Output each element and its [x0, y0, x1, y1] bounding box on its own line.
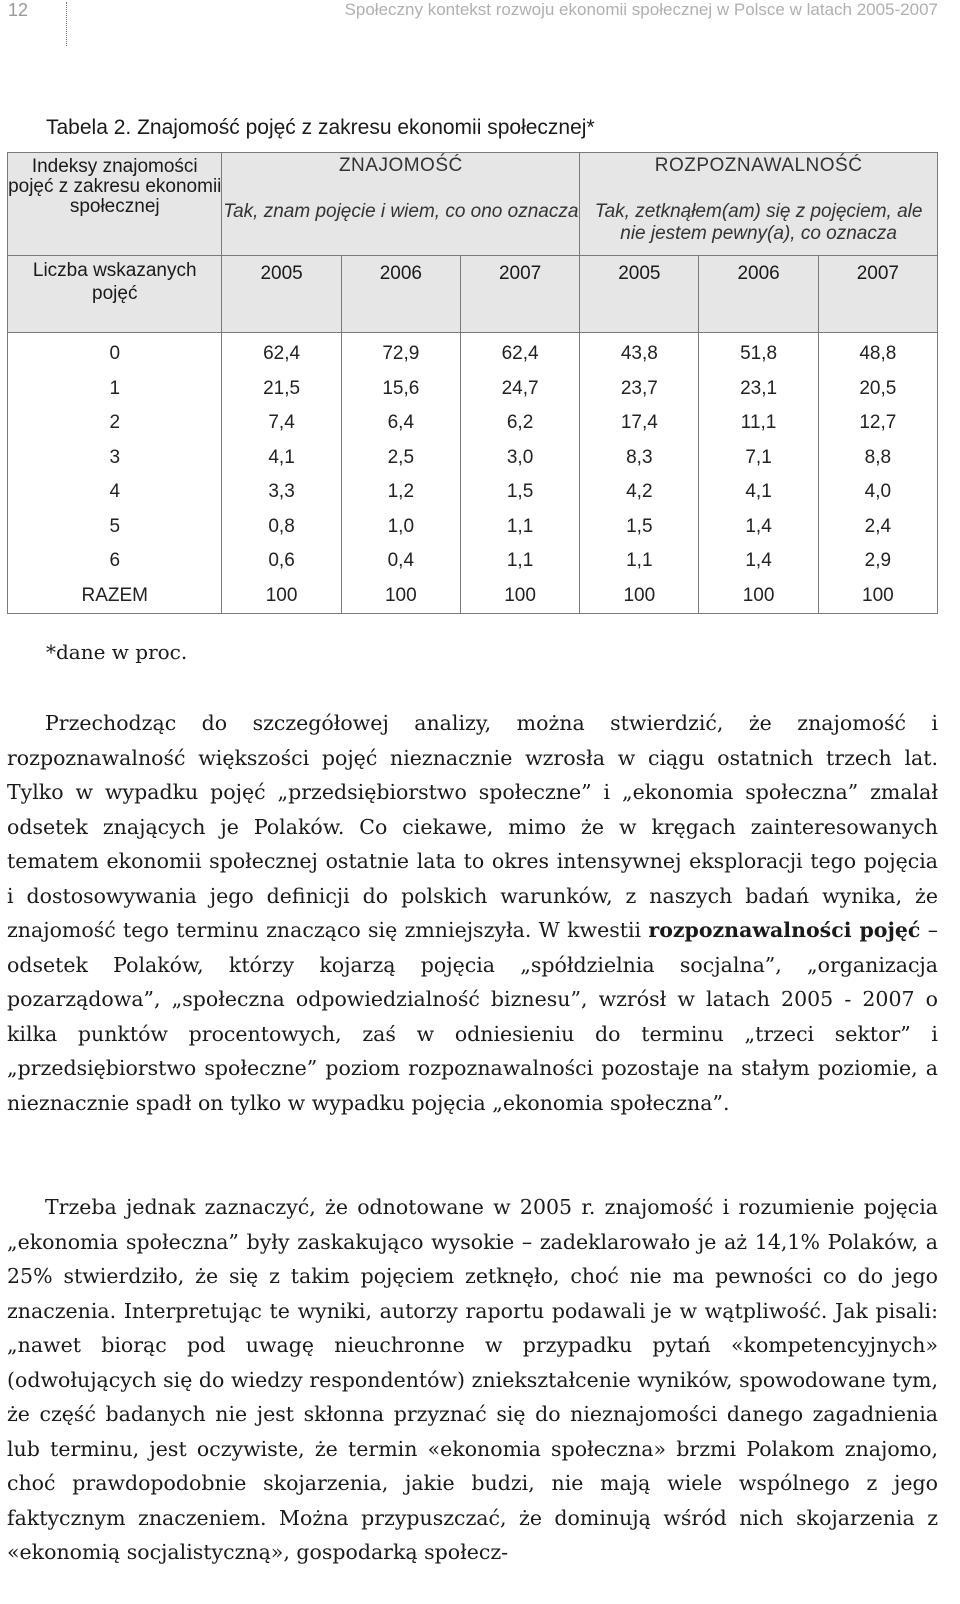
table-cell: 2,9	[818, 544, 937, 579]
paragraph-text: – odsetek Polaków, którzy kojarzą pojęcia „spółdzielnia socjalna”, „organizacja pozarządowa”, „społeczna odpowiedzialność biznesu”, wzrósł w latach 2005 - 2007 o kilka punktów procentowych, zaś w odniesieniu do terminu „trzeci sektor” i „przedsiębiorstwo społeczne” poziom rozpoznawalności pozostaje na stałym poziomie, a nieznacznie spadł on tylko w wypadku pojęcia „ekonomia społeczna”.	[7, 918, 938, 1115]
table-row	[8, 406, 938, 441]
table-cell: 20,5	[818, 372, 937, 407]
table-cell: 48,8	[818, 333, 937, 372]
group-subtitle: Tak, znam pojęcie i wiem, co ono oznacza	[223, 201, 579, 222]
table-cell: 100	[341, 579, 460, 614]
table-cell: 100	[580, 579, 699, 614]
table-cell: 1,0	[341, 510, 460, 545]
table-cell: 4,1	[699, 475, 818, 510]
table-cell: 24,7	[460, 372, 579, 407]
table-cell: 1,1	[460, 544, 579, 579]
table-cell: 3,0	[460, 441, 579, 476]
row-label: 4	[8, 475, 222, 510]
table-cell: 4,1	[222, 441, 341, 476]
year-header: 2005	[222, 256, 341, 333]
table-cell: 6,2	[460, 406, 579, 441]
row-label: 0	[8, 333, 222, 372]
table-cell: 62,4	[460, 333, 579, 372]
table-row	[8, 372, 938, 407]
group-title: ZNAJOMOŚĆ	[338, 155, 463, 176]
table-cell: 1,5	[580, 510, 699, 545]
paragraph-text: Trzeba jednak zaznaczyć, że odnotowane w 2005 r. znajomość i rozumienie pojęcia „ekonomia społeczna” były zaskakująco wysokie – zadeklarowało je aż 14,1% Polaków, a 25% stwierdziło, że się z takim pojęciem zetknęło, choć nie ma pewności co do jego znaczenia. Interpretując te wyniki, autorzy raportu podawali je w wątpliwość. Jak pisali: „nawet biorąc pod uwagę nieuchronne w przypadku pytań «kompetencyjnych» (odwołujących się do wiedzy respondentów) zniekształcenie wyników, spowodowane tym, że część badanych nie jest skłonna przyznać się do nieznajomości danego zagadnienia lub terminu, jest oczywiste, że termin «ekonomia społeczna» brzmi Polakom znajomo, choć prawdopodobnie skojarzenia, jakie budzi, nie mają wiele wspólnego z jego faktycznym znaczeniem. Można przypuszczać, że dominują wśród nich skojarzenia z «ekonomią socjalistyczną», gospodarką społecz-	[7, 1195, 938, 1564]
paragraph-1	[7, 706, 938, 1120]
table-cell: 1,4	[699, 510, 818, 545]
header-divider	[66, 2, 67, 46]
table-cell: 7,4	[222, 406, 341, 441]
table-cell: 1,2	[341, 475, 460, 510]
group-subtitle: Tak, zetknąłem(am) się z pojęciem, ale nie jestem pewny(a), co oznacza	[594, 201, 923, 244]
paragraph-text: Przechodząc do szczegółowej analizy, można stwierdzić, że znajomość i rozpoznawalność większości pojęć nieznacznie wzrosła w ciągu ostatnich trzech lat. Tylko w wypadku pojęć „przedsiębiorstwo społeczne” i „ekonomia społeczna” zmalał odsetek znających je Polaków. Co ciekawe, mimo że w kręgach zainteresowanych tematem ekonomii społecznej ostatnie lata to okres intensywnej eksploracji tego pojęcia i dostosowywania jego definicji do polskich warunków, z naszych badań wynika, że znajomość tego terminu znacząco się zmniejszyła. W kwestii	[7, 711, 938, 942]
table-footnote: *dane w proc.	[46, 640, 188, 664]
table-cell: 0,4	[341, 544, 460, 579]
table-cell: 21,5	[222, 372, 341, 407]
emphasis-text: rozpoznawalności pojęć	[648, 918, 921, 942]
table-cell: 100	[818, 579, 937, 614]
table-cell: 51,8	[699, 333, 818, 372]
table-cell: 100	[699, 579, 818, 614]
table-cell: 11,1	[699, 406, 818, 441]
table-cell: 1,4	[699, 544, 818, 579]
table-cell: 6,4	[341, 406, 460, 441]
year-header: 2007	[818, 256, 937, 333]
group-header-rozpoznawalnosc	[580, 153, 938, 256]
table-cell: 62,4	[222, 333, 341, 372]
row-label: 6	[8, 544, 222, 579]
table-row-total	[8, 579, 938, 614]
table-cell: 23,1	[699, 372, 818, 407]
table-cell: 7,1	[699, 441, 818, 476]
table-cell: 0,6	[222, 544, 341, 579]
table-cell: 1,1	[460, 510, 579, 545]
table-cell: 4,2	[580, 475, 699, 510]
paragraph-2	[7, 1190, 938, 1570]
table-row	[8, 544, 938, 579]
table-cell: 15,6	[341, 372, 460, 407]
table-cell: 17,4	[580, 406, 699, 441]
table-cell: 72,9	[341, 333, 460, 372]
row-label: 1	[8, 372, 222, 407]
table-cell: 43,8	[580, 333, 699, 372]
table-cell: 3,3	[222, 475, 341, 510]
table-row	[8, 475, 938, 510]
table-cell: 12,7	[818, 406, 937, 441]
group-header-znajomosc	[222, 153, 580, 256]
row-label: 2	[8, 406, 222, 441]
year-header: 2006	[341, 256, 460, 333]
table-cell: 8,8	[818, 441, 937, 476]
table-caption: Tabela 2. Znajomość pojęć z zakresu ekonomii społecznej*	[46, 116, 595, 139]
page-header	[0, 0, 960, 50]
year-header: 2006	[699, 256, 818, 333]
table-cell: 1,5	[460, 475, 579, 510]
page-number: 12	[8, 0, 29, 20]
row-label: RAZEM	[8, 579, 222, 614]
table-cell: 4,0	[818, 475, 937, 510]
table-row	[8, 510, 938, 545]
year-header: 2007	[460, 256, 579, 333]
table-cell: 2,4	[818, 510, 937, 545]
year-header: 2005	[580, 256, 699, 333]
table-cell: 100	[222, 579, 341, 614]
table-row	[8, 333, 938, 372]
table-cell: 1,1	[580, 544, 699, 579]
row-label: 3	[8, 441, 222, 476]
table-cell: 100	[460, 579, 579, 614]
table-row	[8, 441, 938, 476]
index-header: Indeksy znajomości pojęć z zakresu ekonomii społecznej	[8, 153, 222, 256]
table-cell: 0,8	[222, 510, 341, 545]
table-cell: 8,3	[580, 441, 699, 476]
table-cell: 23,7	[580, 372, 699, 407]
knowledge-table	[7, 152, 938, 614]
running-title: Społeczny kontekst rozwoju ekonomii społecznej w Polsce w latach 2005-2007	[344, 0, 938, 19]
count-header: Liczba wskazanych pojęć	[8, 256, 222, 333]
table-cell: 2,5	[341, 441, 460, 476]
group-title: ROZPOZNAWALNOŚĆ	[654, 155, 863, 176]
row-label: 5	[8, 510, 222, 545]
